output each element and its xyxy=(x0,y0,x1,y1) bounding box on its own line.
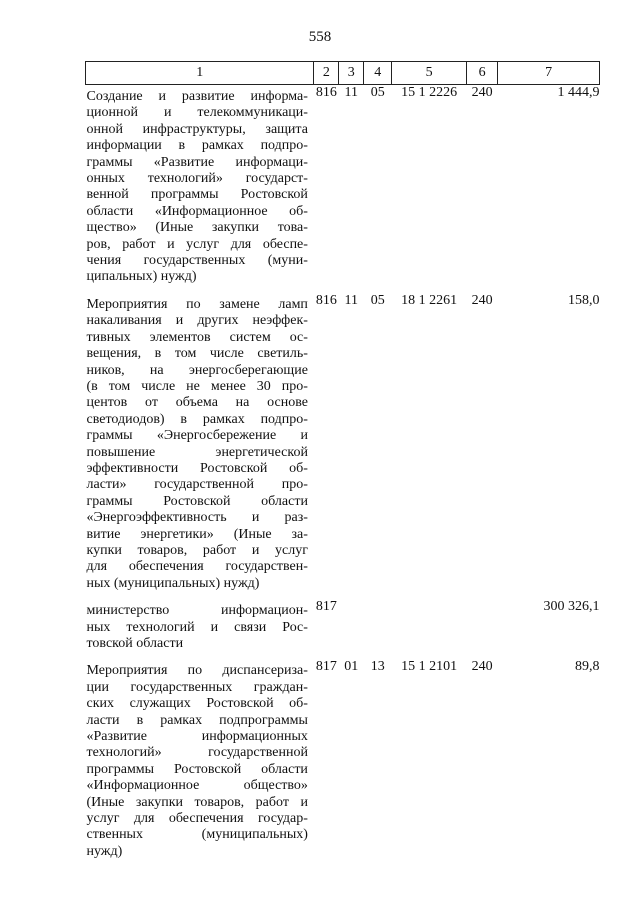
row-code-c6: 240 xyxy=(471,659,493,675)
description-line: эффективности Ростовской об- xyxy=(86,460,308,476)
row-amount: 300 326,1 xyxy=(543,599,600,615)
description-line: онных технологий» государст- xyxy=(86,171,308,187)
description-line: вещения, в том числе светиль- xyxy=(86,346,308,362)
row-code-c4: 05 xyxy=(370,292,385,308)
header-col-1: 1 xyxy=(86,62,314,85)
description-line: ласти в рамках подпрограммы xyxy=(86,712,308,728)
row-code-c2: 816 xyxy=(315,292,337,308)
header-col-6: 6 xyxy=(467,62,498,85)
table-row xyxy=(86,85,600,293)
header-col-7: 7 xyxy=(498,62,600,85)
description-line: ных (муниципальных) нужд) xyxy=(86,575,260,591)
row-code-c3: 01 xyxy=(344,659,359,675)
description-line: ции государственных граждан- xyxy=(86,679,308,695)
description-line: товской области xyxy=(86,636,184,651)
description-line: технологий» государственной xyxy=(86,745,308,761)
table-row xyxy=(86,293,600,599)
description-line: витие энергетики» (Иные за- xyxy=(86,526,308,542)
row-code-c4 xyxy=(364,599,392,659)
header-col-3: 3 xyxy=(339,62,364,85)
description-line: тивных элементов систем ос- xyxy=(86,329,308,345)
description-line: услуг для обеспечения государ- xyxy=(86,811,308,827)
row-code-c5: 15 1 2101 xyxy=(401,659,458,675)
row-description xyxy=(86,659,314,867)
budget-table xyxy=(85,61,600,867)
row-code-c3 xyxy=(339,599,364,659)
description-line: купки товаров, работ и услуг xyxy=(86,542,308,558)
description-line: Мероприятия по диспансериза- xyxy=(86,663,308,679)
row-description xyxy=(86,85,314,293)
description-line: программы Ростовской области xyxy=(86,761,308,777)
row-code-c2: 817 xyxy=(315,599,337,615)
description-line: накаливания и других неэффек- xyxy=(86,313,308,329)
description-line: ципальных) нужд) xyxy=(86,269,197,285)
row-code-c6: 240 xyxy=(471,85,493,100)
description-line: ласти» государственной про- xyxy=(86,477,308,493)
row-amount: 89,8 xyxy=(575,659,600,675)
row-code-c3: 11 xyxy=(344,292,359,308)
description-line: (в том числе не менее 30 про- xyxy=(86,378,308,394)
description-line: информации в рамках подпро- xyxy=(86,138,308,154)
table-row xyxy=(86,659,600,867)
description-line: светодиодов) в рамках подпро- xyxy=(86,411,308,427)
description-line: Мероприятия по замене ламп xyxy=(86,296,308,312)
row-description xyxy=(86,293,314,599)
header-col-4: 4 xyxy=(364,62,392,85)
description-line: граммы «Развитие информаци- xyxy=(86,154,308,170)
header-col-5: 5 xyxy=(392,62,467,85)
description-line: ционной и телекоммуникаци- xyxy=(86,105,308,121)
row-code-c2: 816 xyxy=(315,85,337,100)
row-code-c5: 18 1 2261 xyxy=(401,292,458,308)
description-line: для обеспечения государствен- xyxy=(86,559,308,575)
row-code-c6 xyxy=(467,599,498,659)
row-code-c5 xyxy=(392,599,467,659)
row-code-c2: 817 xyxy=(315,659,337,675)
row-code-c3: 11 xyxy=(344,85,359,100)
description-line: ских служащих Ростовской об- xyxy=(86,696,308,712)
description-line: ников, на энергосберегающие xyxy=(86,362,308,378)
table-body xyxy=(86,85,600,868)
table-header-row xyxy=(86,62,600,85)
description-line: нужд) xyxy=(86,843,123,859)
description-line: Создание и развитие информа- xyxy=(86,89,308,104)
description-line: ственных (муниципальных) xyxy=(86,827,308,843)
description-line: граммы «Энергосбережение и xyxy=(86,428,308,444)
row-description xyxy=(86,599,314,659)
page-number: 558 xyxy=(308,29,332,45)
description-line: чения государственных (муни- xyxy=(86,253,308,269)
row-code-c6: 240 xyxy=(471,292,493,308)
row-amount: 1 444,9 xyxy=(557,85,600,100)
description-line: щество» (Иные закупки това- xyxy=(86,220,308,236)
description-line: центов от объема на основе xyxy=(86,395,308,411)
description-line: «Развитие информационных xyxy=(86,729,308,745)
description-line: венной программы Ростовской xyxy=(86,187,308,203)
header-col-2: 2 xyxy=(314,62,339,85)
description-line: повышение энергетической xyxy=(86,444,308,460)
table-row xyxy=(86,599,600,659)
description-line: ров, работ и услуг для обеспе- xyxy=(86,236,308,252)
row-code-c4: 05 xyxy=(370,85,385,100)
row-code-c5: 15 1 2226 xyxy=(401,85,458,100)
description-line: «Информационное общество» xyxy=(86,778,308,794)
description-line: (Иные закупки товаров, работ и xyxy=(86,794,308,810)
description-line: области «Информационное об- xyxy=(86,203,308,219)
description-line: ных технологий и связи Рос- xyxy=(86,619,308,635)
description-line: «Энергоэффективность и раз- xyxy=(86,510,308,526)
description-line: министерство информацион- xyxy=(86,603,308,619)
row-code-c4: 13 xyxy=(370,659,385,675)
description-line: граммы Ростовской области xyxy=(86,493,308,509)
description-line: онной инфраструктуры, защита xyxy=(86,121,308,137)
row-amount: 158,0 xyxy=(568,292,600,308)
